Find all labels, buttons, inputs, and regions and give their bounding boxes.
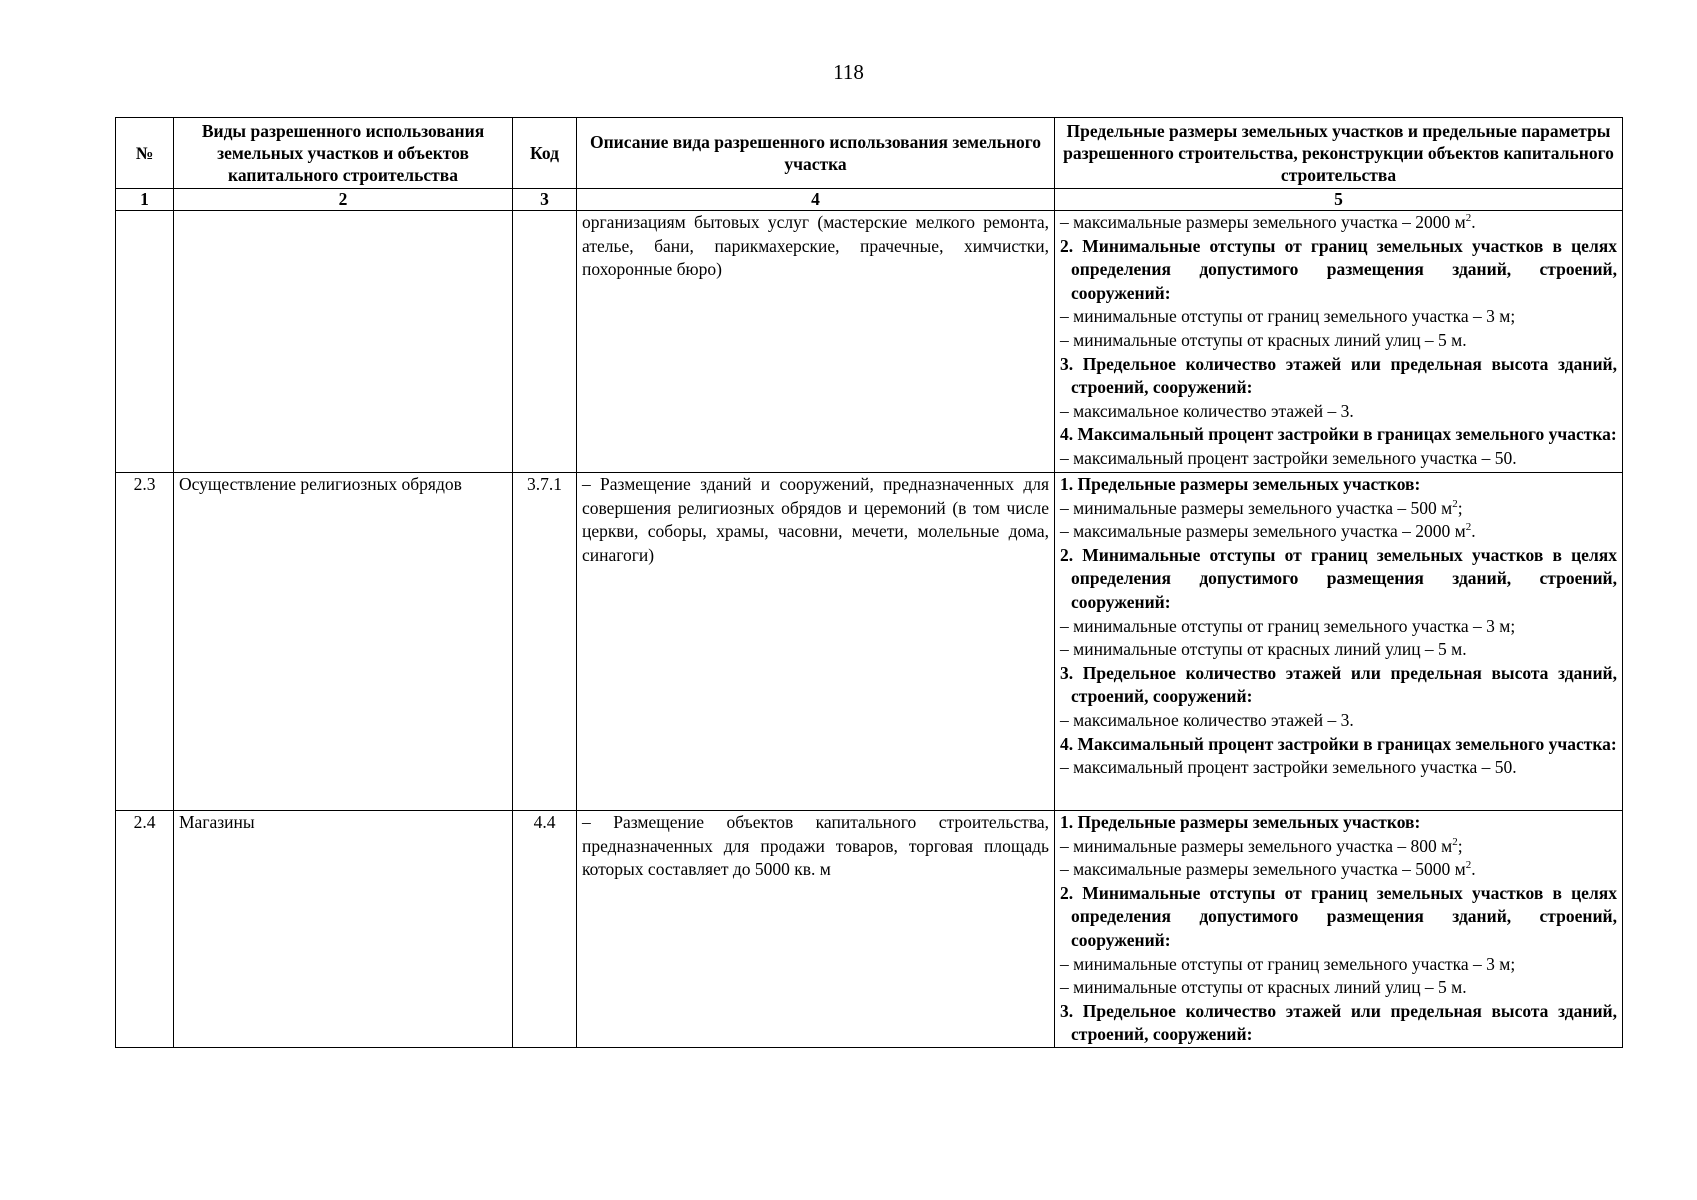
parameter-heading — [1060, 662, 1617, 709]
parameter-text: 2. Минимальные отступы от границ земельных участков в целях определения допустимого размещения зданий, строений, сооружений: — [1060, 544, 1617, 612]
parameter-heading — [1060, 882, 1617, 953]
parameter-text: – максимальный процент застройки земельного участка – 50. — [1060, 757, 1517, 778]
superscript: 2 — [1452, 835, 1458, 848]
parameter-item — [1060, 615, 1617, 639]
parameter-text: – максимальный процент застройки земельного участка – 50. — [1060, 447, 1517, 468]
table-row — [116, 211, 1623, 473]
parameter-text: – минимальные размеры земельного участка – 500 м — [1060, 497, 1453, 518]
parameter-text: – максимальные размеры земельного участка – 2000 м — [1060, 521, 1466, 542]
parameter-item — [1060, 709, 1617, 733]
parameter-item — [1060, 835, 1617, 859]
parameter-text: 3. Предельное количество этажей или предельная высота зданий, строений, сооружений: — [1060, 1000, 1617, 1045]
parameter-text: 2. Минимальные отступы от границ земельных участков в целях определения допустимого размещения зданий, строений, сооружений: — [1060, 882, 1617, 950]
column-number: 2 — [174, 189, 513, 211]
parameter-heading — [1060, 544, 1617, 615]
parameter-item — [1060, 400, 1617, 424]
parameter-text: 3. Предельное количество этажей или предельная высота зданий, строений, сооружений: — [1060, 353, 1617, 398]
parameter-item — [1060, 638, 1617, 662]
row-number: 2.3 — [116, 473, 174, 811]
parameter-item — [1060, 211, 1617, 235]
row-parameters — [1055, 211, 1623, 473]
parameter-text: – минимальные отступы от границ земельного участка – 3 м; — [1060, 615, 1516, 636]
header-num: № — [116, 118, 174, 189]
parameter-text: 4. Максимальный процент застройки в границах земельного участка: — [1060, 424, 1617, 445]
row-description: – Размещение зданий и сооружений, предназначенных для совершения религиозных обрядов и церемоний (в том числе церкви, соборы, храмы, часовни, мечети, молельные дома, синагоги) — [577, 473, 1055, 811]
column-number: 1 — [116, 189, 174, 211]
parameter-text: 3. Предельное количество этажей или предельная высота зданий, строений, сооружений: — [1060, 662, 1617, 707]
row-description: организациям бытовых услуг (мастерские мелкого ремонта, ателье, бани, парикмахерские, прачечные, химчистки, похоронные бюро) — [577, 211, 1055, 473]
row-use-type — [174, 211, 513, 473]
table-row — [116, 473, 1623, 811]
parameter-text: 4. Максимальный процент застройки в границах земельного участка: — [1060, 733, 1617, 754]
parameter-text: 1. Предельные размеры земельных участков: — [1060, 474, 1421, 494]
punctuation: . — [1471, 859, 1476, 880]
page-number: 118 — [833, 60, 864, 84]
parameter-heading — [1060, 811, 1617, 835]
superscript: 2 — [1452, 497, 1458, 510]
row-code: 4.4 — [513, 811, 577, 1048]
column-number: 4 — [577, 189, 1055, 211]
parameter-text: – минимальные отступы от границ земельного участка – 3 м; — [1060, 306, 1516, 327]
header-row — [116, 118, 1623, 189]
parameter-text: – максимальные размеры земельного участка – 2000 м — [1060, 212, 1466, 232]
parameter-item — [1060, 953, 1617, 977]
parameter-text: – минимальные размеры земельного участка – 800 м — [1060, 835, 1453, 856]
parameter-item — [1060, 305, 1617, 329]
superscript: 2 — [1465, 859, 1472, 872]
column-number: 3 — [513, 189, 577, 211]
parameter-heading — [1060, 473, 1617, 497]
parameter-heading — [1060, 423, 1617, 447]
table-row — [116, 811, 1623, 1048]
row-description: – Размещение объектов капитального строительства, предназначенных для продажи товаров, торговая площадь которых составляет до 5000 кв. м — [577, 811, 1055, 1048]
parameter-heading — [1060, 353, 1617, 400]
header-types: Виды разрешенного использования земельных участков и объектов капитального строительства — [174, 118, 513, 189]
parameter-text: – минимальные отступы от красных линий улиц – 5 м. — [1060, 329, 1467, 350]
parameter-heading — [1060, 235, 1617, 306]
punctuation: ; — [1457, 835, 1463, 856]
header-params: Предельные размеры земельных участков и предельные параметры разрешенного строительства, реконструкции объектов капитального строительства — [1055, 118, 1623, 189]
parameter-text: – минимальные отступы от красных линий улиц – 5 м. — [1060, 977, 1467, 998]
header-description: Описание вида разрешенного использования земельного участка — [577, 118, 1055, 189]
parameter-item — [1060, 447, 1617, 471]
parameter-item — [1060, 329, 1617, 353]
parameter-item — [1060, 976, 1617, 1000]
parameter-heading — [1060, 733, 1617, 757]
column-numbers-row — [116, 189, 1623, 211]
column-number: 5 — [1055, 189, 1623, 211]
superscript: 2 — [1465, 521, 1472, 534]
parameter-text: – максимальные размеры земельного участка – 5000 м — [1060, 859, 1466, 880]
row-code — [513, 211, 577, 473]
parameter-item — [1060, 497, 1617, 521]
punctuation: . — [1471, 521, 1476, 542]
parameter-item — [1060, 520, 1617, 544]
row-use-type: Магазины — [174, 811, 513, 1048]
parameter-text: 2. Минимальные отступы от границ земельных участков в целях определения допустимого размещения зданий, строений, сооружений: — [1060, 235, 1617, 303]
header-code: Код — [513, 118, 577, 189]
row-number: 2.4 — [116, 811, 174, 1048]
parameter-text: – минимальные отступы от границ земельного участка – 3 м; — [1060, 953, 1516, 974]
parameter-text: – максимальное количество этажей – 3. — [1060, 709, 1354, 730]
row-code: 3.7.1 — [513, 473, 577, 811]
parameter-text: – минимальные отступы от красных линий улиц – 5 м. — [1060, 639, 1467, 660]
parameter-item — [1060, 756, 1617, 780]
parameter-text: – максимальное количество этажей – 3. — [1060, 400, 1354, 421]
row-number — [116, 211, 174, 473]
parameter-text: 1. Предельные размеры земельных участков: — [1060, 812, 1421, 832]
row-parameters — [1055, 811, 1623, 1048]
parameter-heading — [1060, 1000, 1617, 1047]
punctuation: . — [1471, 212, 1476, 232]
row-use-type: Осуществление религиозных обрядов — [174, 473, 513, 811]
superscript: 2 — [1465, 212, 1472, 225]
regulations-table — [115, 117, 1623, 1048]
parameter-item — [1060, 858, 1617, 882]
row-parameters — [1055, 473, 1623, 811]
punctuation: ; — [1457, 497, 1463, 518]
